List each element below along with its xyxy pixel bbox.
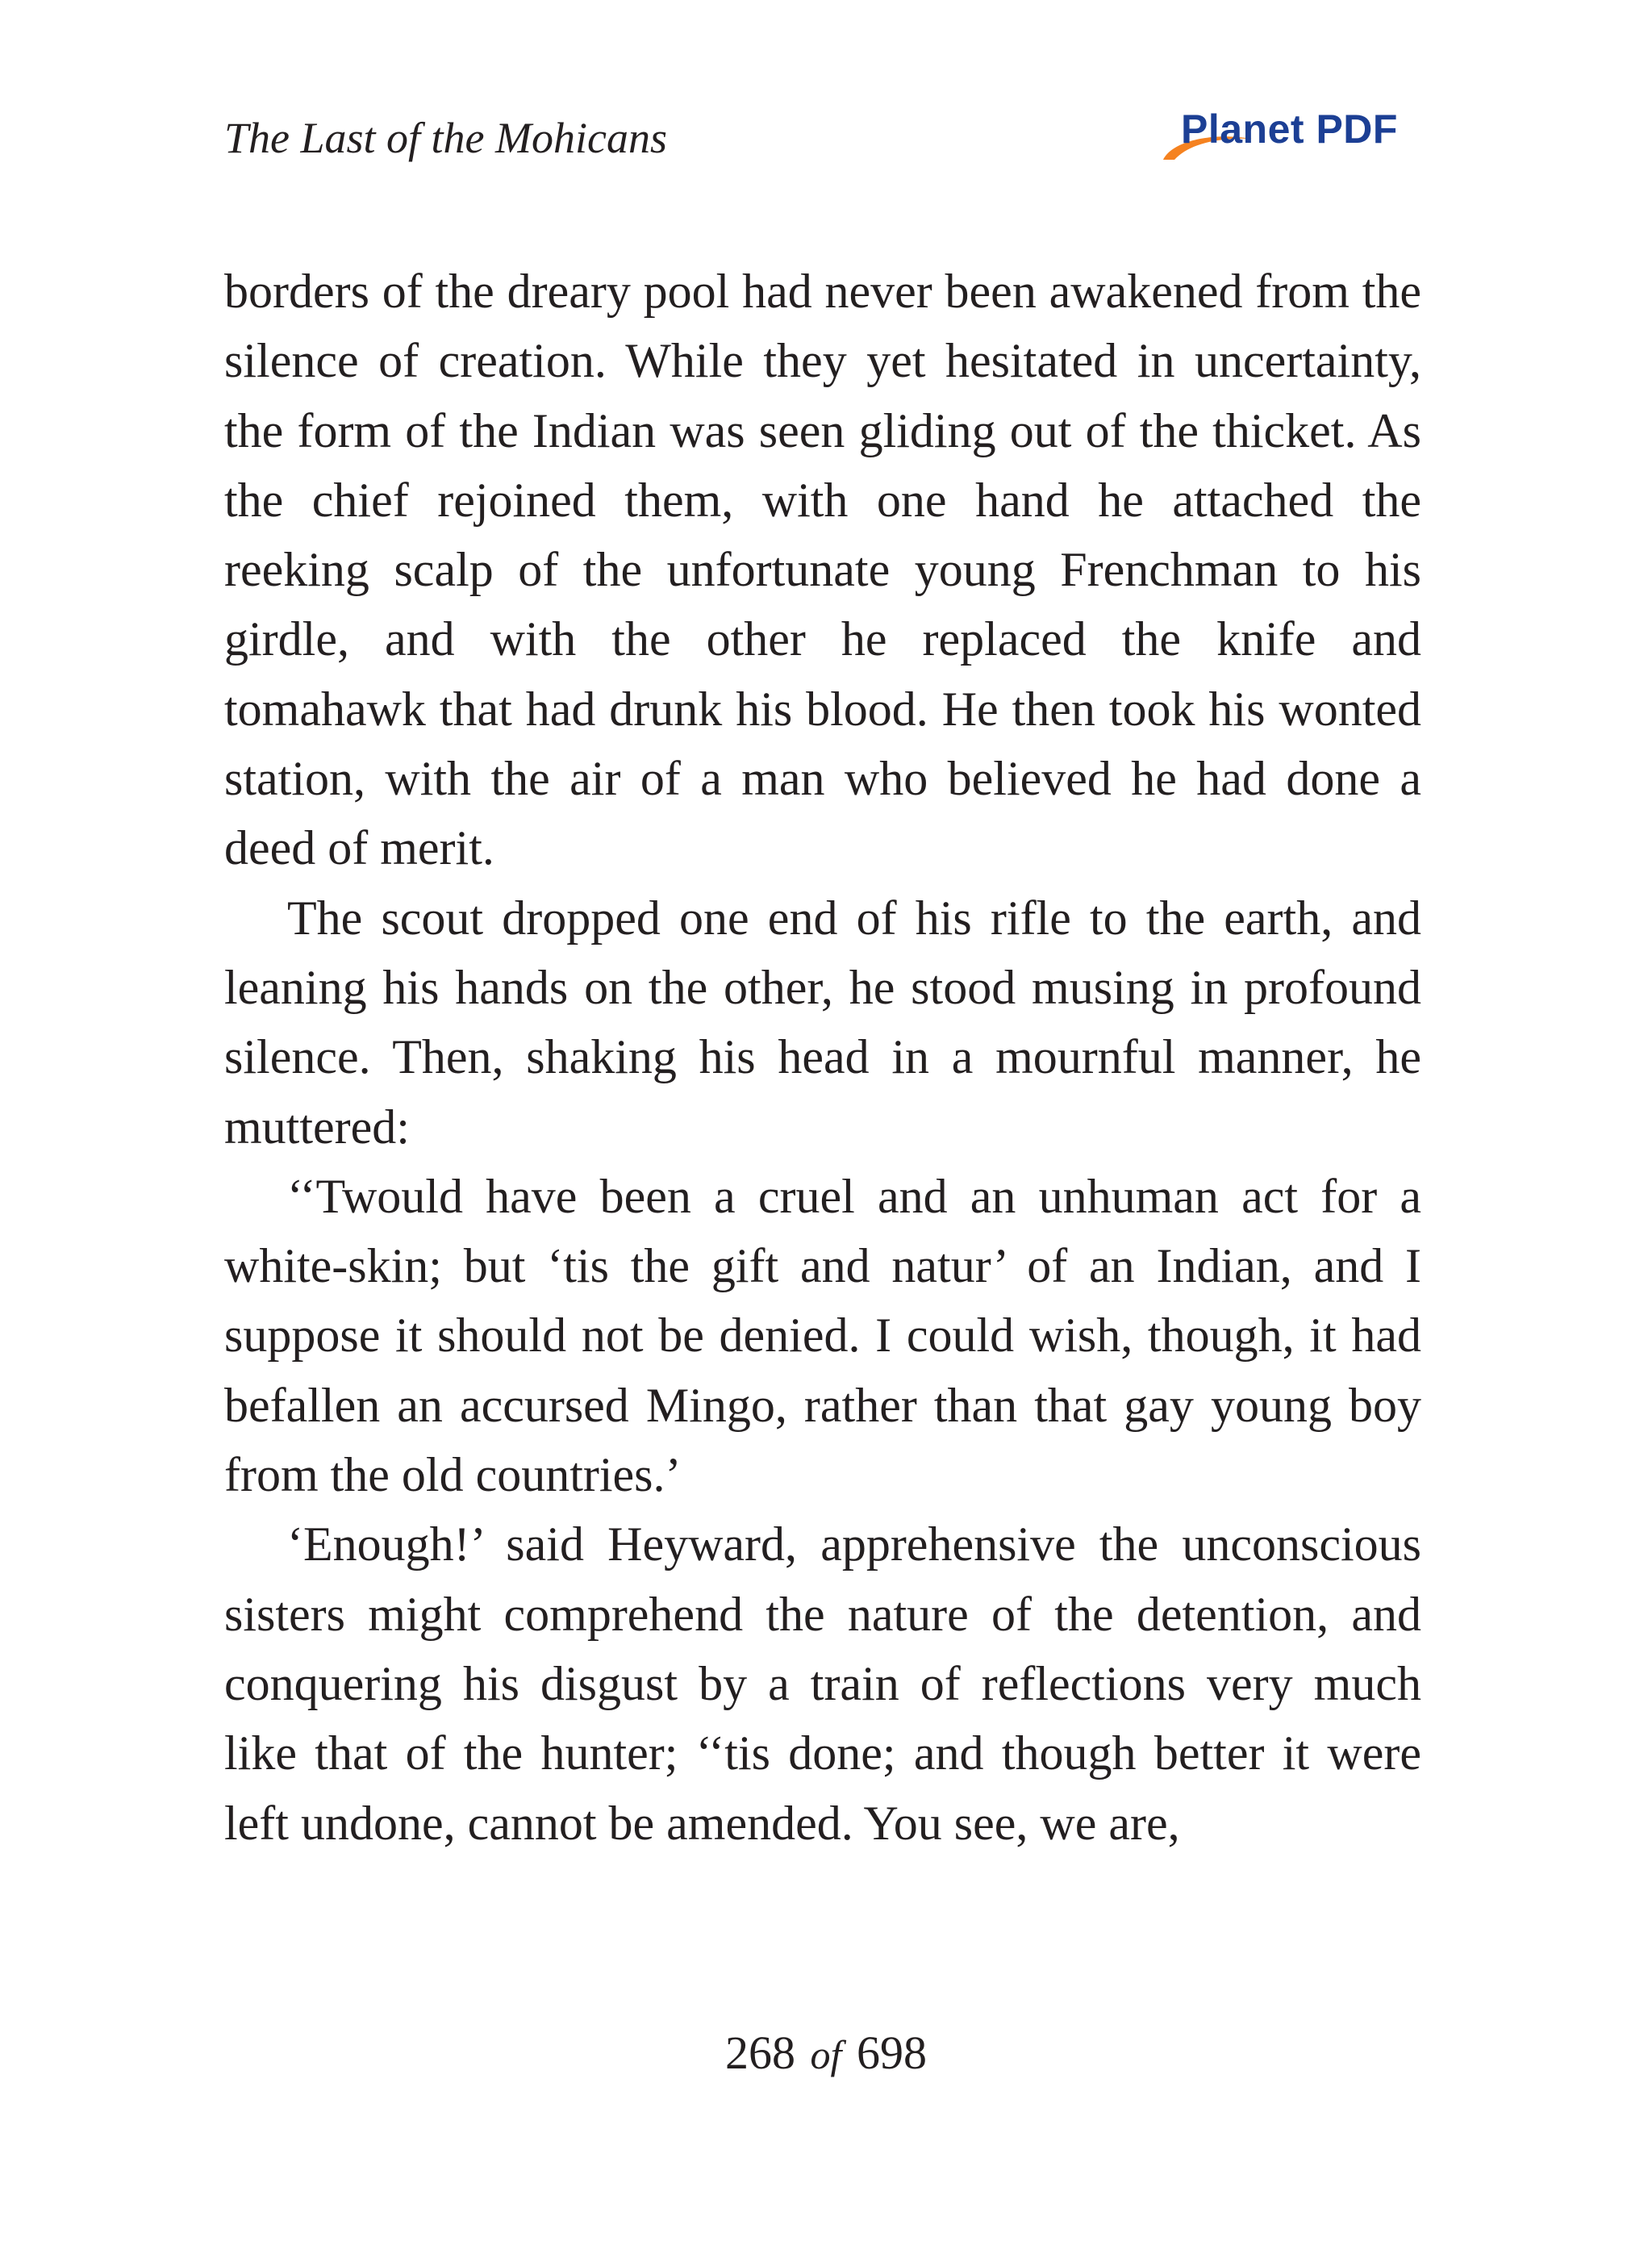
total-pages: 698: [856, 2027, 927, 2079]
paragraph: The scout dropped one end of his rifle to the earth, and leaning his hands on the other, he stood musing in profound silence. Then, shaking his head in a mournful manner, he muttered:: [224, 891, 1421, 1154]
planet-pdf-logo: [1157, 103, 1420, 165]
of-label: of: [810, 2032, 842, 2077]
paragraph-continuation: borders of the dreary pool had never been awakened from the silence of creation. While they yet hesitated in uncertainty, the form of the Indian was seen gliding out of the thicket. As the chief rejoined them, with one hand he attached the reeking scalp of the unfortunate young Frenchman to his girdle, and with the other he replaced the knife and tomahawk that had drunk his blood. He then took his wonted station, with the air of a man who believed he had done a deed of merit.: [224, 265, 1421, 875]
page-header: [224, 103, 1420, 176]
page-body: [224, 257, 1421, 1858]
book-title: The Last of the Mohicans: [224, 114, 667, 162]
logo-text: Planet PDF: [1181, 106, 1398, 152]
current-page: 268: [725, 2027, 796, 2079]
page-number: [0, 2025, 1652, 2083]
paragraph: ‘Enough!’ said Heyward, apprehensive the unconscious sisters might comprehend the nature of the detention, and conquering his disgust by a train of reflections very much like that of the hunter; ‘‘tis done; and though better it were left undone, cannot be amended. You see, we are,: [224, 1517, 1421, 1850]
paragraph: ‘‘Twould have been a cruel and an unhuman act for a white-skin; but ‘tis the gift and natur’ of an Indian, and I suppose it should not be denied. I could wish, though, it had befallen an accursed Mingo, rather than that gay young boy from the old countries.’: [224, 1169, 1421, 1502]
